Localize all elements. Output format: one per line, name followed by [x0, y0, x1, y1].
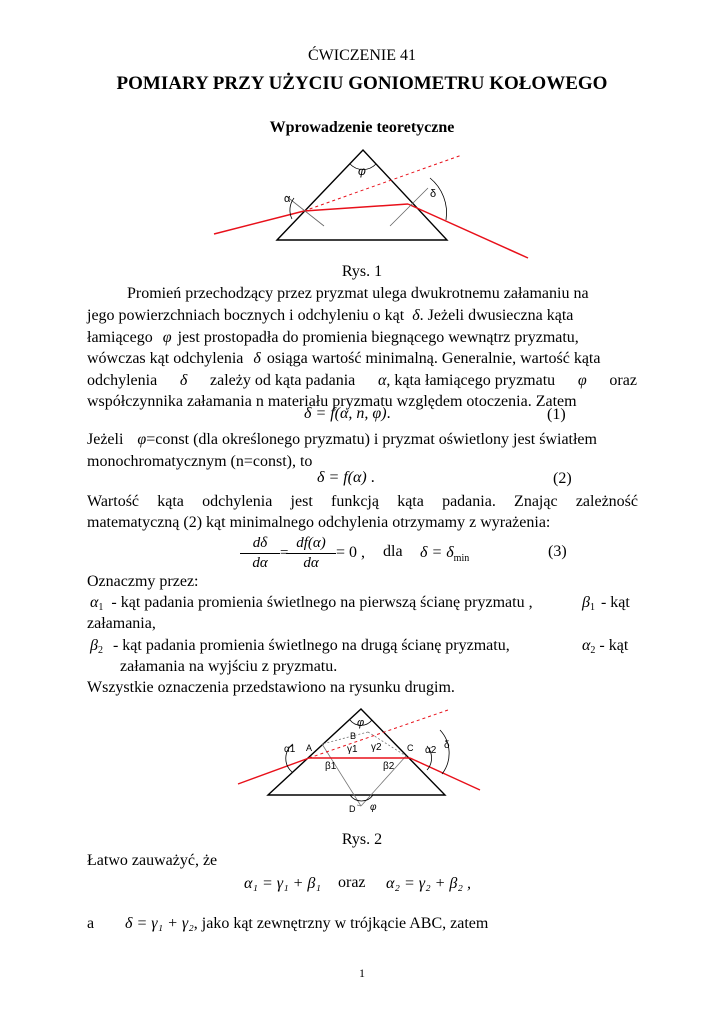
point-D-label: D	[349, 804, 356, 814]
relation-delta-line: δ = γ₁ + γ₂, jako kąt zewnętrzny w trójkącie ABC, zatem	[125, 915, 489, 932]
section-heading: Wprowadzenie teoretyczne	[269, 119, 455, 136]
document-title: POMIARY PRZY UŻYCIU GONIOMETRU KOŁOWEGO	[116, 73, 608, 94]
relation-alpha1: α₁ = γ₁ + β₁	[244, 875, 321, 892]
equation-2-number: (2)	[553, 470, 572, 487]
internal-ray	[304, 204, 408, 211]
definition-beta1: β1 - kąt	[582, 594, 630, 613]
definitions-intro: Oznaczmy przez:	[87, 573, 199, 590]
para2-line2: monochromatycznym (n=const), to	[87, 453, 313, 470]
para1-line5: odchylenia δ zależy od kąta padania α, kąta łamiącego pryzmatu φ oraz	[87, 372, 637, 389]
equation-3-dla: dla	[383, 543, 403, 560]
page-number: 1	[359, 966, 365, 980]
equation-3-fraction-1: dδ dα	[240, 534, 280, 572]
delta-label-2: δ	[444, 740, 450, 751]
definition-beta2: β2 - kąt padania promienia świetlnego na drugą ścianę pryzmatu,	[90, 637, 510, 656]
equation-3-condition: $\delta = \delta_{min}$	[420, 544, 470, 564]
emergent-ray	[408, 204, 528, 258]
para1-line2: jego powierzchniach bocznych i odchyleniu o kąt δ. Jeżeli dwusieczna kąta	[87, 307, 574, 324]
gamma2-label: γ2	[371, 742, 382, 753]
equation-1: δ = f(α, n, φ).	[304, 405, 391, 422]
normal-line-1	[286, 196, 324, 226]
para2-line1: Jeżeli φ=const (dla określonego pryzmatu) i pryzmat oświetlony jest światłem	[87, 431, 597, 448]
para3-line2: matematyczną (2) kąt minimalnego odchylenia otrzymamy z wyrażenia:	[87, 514, 551, 531]
alpha1-label: α1	[284, 744, 296, 755]
equation-3-equals-1: =	[278, 545, 290, 561]
gamma1-label: γ1	[347, 744, 358, 755]
figure-1-prism	[200, 140, 540, 260]
equation-3-fraction-2: df(α) dα	[286, 534, 336, 572]
phi-label: φ	[358, 164, 366, 178]
incident-ray-2	[238, 758, 309, 784]
figure-1-caption: Rys. 1	[341, 263, 383, 280]
definitions-summary: Wszystkie oznaczenia przedstawiono na rysunku drugim.	[87, 679, 455, 696]
incident-ray-extension	[304, 155, 462, 211]
equation-2: δ = f(α) .	[317, 469, 375, 486]
phi-top-label: φ	[357, 717, 365, 729]
figure-2-prism	[230, 702, 490, 827]
beta1-label: β1	[325, 761, 337, 772]
definition-beta1-cont: załamania,	[87, 615, 156, 632]
relation-alpha2: α₂ = γ₂ + β₂ ,	[386, 875, 471, 892]
delta-arc-2	[440, 730, 449, 774]
para1-line3: łamiącego φ jest prostopadła do promienia biegnącego wewnątrz pryzmatu,	[87, 329, 579, 346]
alpha2-label: α2	[425, 745, 437, 756]
relations-intro: Łatwo zauważyć, że	[87, 852, 218, 869]
equation-3-number: (3)	[548, 543, 567, 560]
relation-a: a	[87, 915, 95, 932]
para1-line1: Promień przechodzący przez pryzmat ulega dwukrotnemu załamaniu na	[127, 285, 589, 302]
definition-alpha2-cont: załamania na wyjściu z pryzmatu.	[120, 658, 338, 675]
beta2-label: β2	[383, 761, 395, 772]
para1-line6: współczynnika załamania n materiału pryzmatu względem otoczenia. Zatem	[87, 393, 577, 410]
alpha-label: α	[284, 193, 291, 205]
relation-oraz: oraz	[338, 874, 366, 891]
phi-bottom-label: φ	[370, 802, 377, 813]
point-C-label: C	[407, 743, 414, 753]
para1-line4: wówczas kąt odchylenia δ osiąga wartość minimalną. Generalnie, wartość kąta	[87, 350, 601, 367]
alpha-arc	[290, 198, 294, 219]
point-A-label: A	[306, 743, 313, 753]
definition-alpha1: α1 - kąt padania promienia świetlnego na pierwszą ścianę pryzmatu ,	[90, 594, 533, 613]
equation-1-number: (1)	[547, 406, 566, 423]
equation-3-rhs: = 0 ,	[336, 544, 366, 561]
para3-line1: Wartość kąta odchylenia jest funkcją kąta padania. Znając zależność	[87, 493, 638, 510]
normal-line-2	[390, 188, 428, 226]
definition-alpha2: α2 - kąt	[582, 637, 629, 656]
delta-label: δ	[430, 188, 437, 200]
point-B-label: B	[350, 731, 357, 741]
figure-2-caption: Rys. 2	[341, 831, 383, 848]
exercise-number: ĆWICZENIE 41	[308, 47, 416, 64]
